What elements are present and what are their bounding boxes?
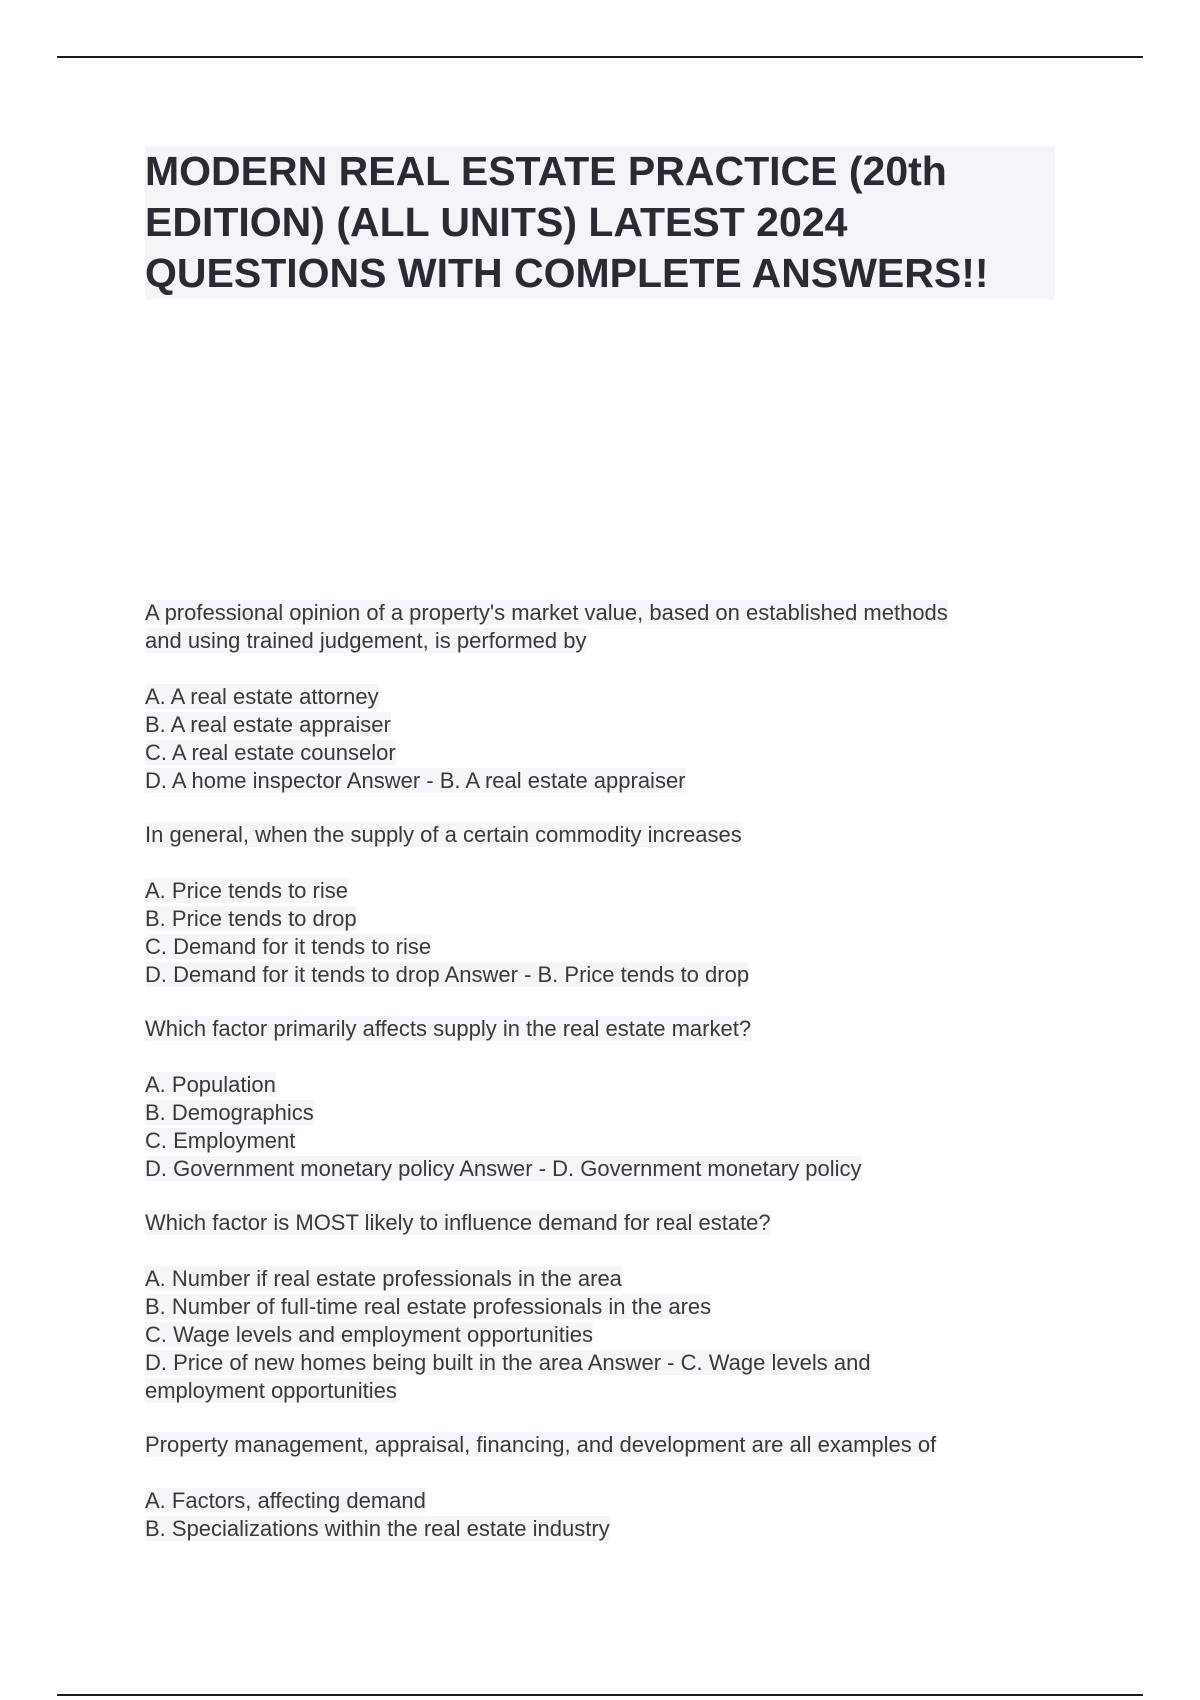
option-c: C. Demand for it tends to rise — [145, 934, 432, 959]
option-a: A. Price tends to rise — [145, 878, 348, 903]
question-text: Property management, appraisal, financing, and development are all examples of — [145, 1432, 937, 1457]
option-c: C. Employment — [145, 1128, 296, 1153]
question-item-5 — [145, 1431, 1045, 1543]
top-rule — [57, 56, 1143, 58]
question-item-1 — [145, 599, 1045, 795]
question-item-4 — [145, 1209, 1045, 1405]
option-b: B. Number of full-time real estate professionals in the ares — [145, 1294, 712, 1319]
title-block — [145, 146, 1055, 299]
document-title: MODERN REAL ESTATE PRACTICE (20th EDITION) (ALL UNITS) LATEST 2024 QUESTIONS WITH COMPLETE ANSWERS!! — [145, 148, 989, 296]
option-a: A. Number if real estate professionals in the area — [145, 1266, 622, 1291]
option-d-answer: D. Price of new homes being built in the area Answer - C. Wage levels and — [145, 1350, 871, 1375]
option-b: B. Specializations within the real estate industry — [145, 1516, 610, 1541]
option-d-answer: D. Government monetary policy Answer - D. Government monetary policy — [145, 1156, 862, 1181]
option-b: B. Demographics — [145, 1100, 314, 1125]
option-d-answer: D. Demand for it tends to drop Answer - B. Price tends to drop — [145, 962, 750, 987]
option-c: C. Wage levels and employment opportunities — [145, 1322, 593, 1347]
question-text: and using trained judgement, is performed by — [145, 628, 587, 653]
option-a: A. Factors, affecting demand — [145, 1488, 426, 1513]
option-a: A. A real estate attorney — [145, 684, 379, 709]
question-item-3 — [145, 1015, 1045, 1183]
questions-list — [145, 599, 1045, 1569]
question-text: Which factor primarily affects supply in the real estate market? — [145, 1016, 752, 1041]
option-d-answer: D. A home inspector Answer - B. A real estate appraiser — [145, 768, 686, 793]
option-a: A. Population — [145, 1072, 276, 1097]
option-b: B. A real estate appraiser — [145, 712, 391, 737]
option-d-answer-continued: employment opportunities — [145, 1378, 397, 1403]
question-item-2 — [145, 821, 1045, 989]
question-text: In general, when the supply of a certain commodity increases — [145, 822, 742, 847]
question-text: Which factor is MOST likely to influence demand for real estate? — [145, 1210, 771, 1235]
bottom-rule — [57, 1694, 1143, 1696]
option-b: B. Price tends to drop — [145, 906, 357, 931]
question-text: A professional opinion of a property's market value, based on established methods — [145, 600, 948, 625]
option-c: C. A real estate counselor — [145, 740, 396, 765]
